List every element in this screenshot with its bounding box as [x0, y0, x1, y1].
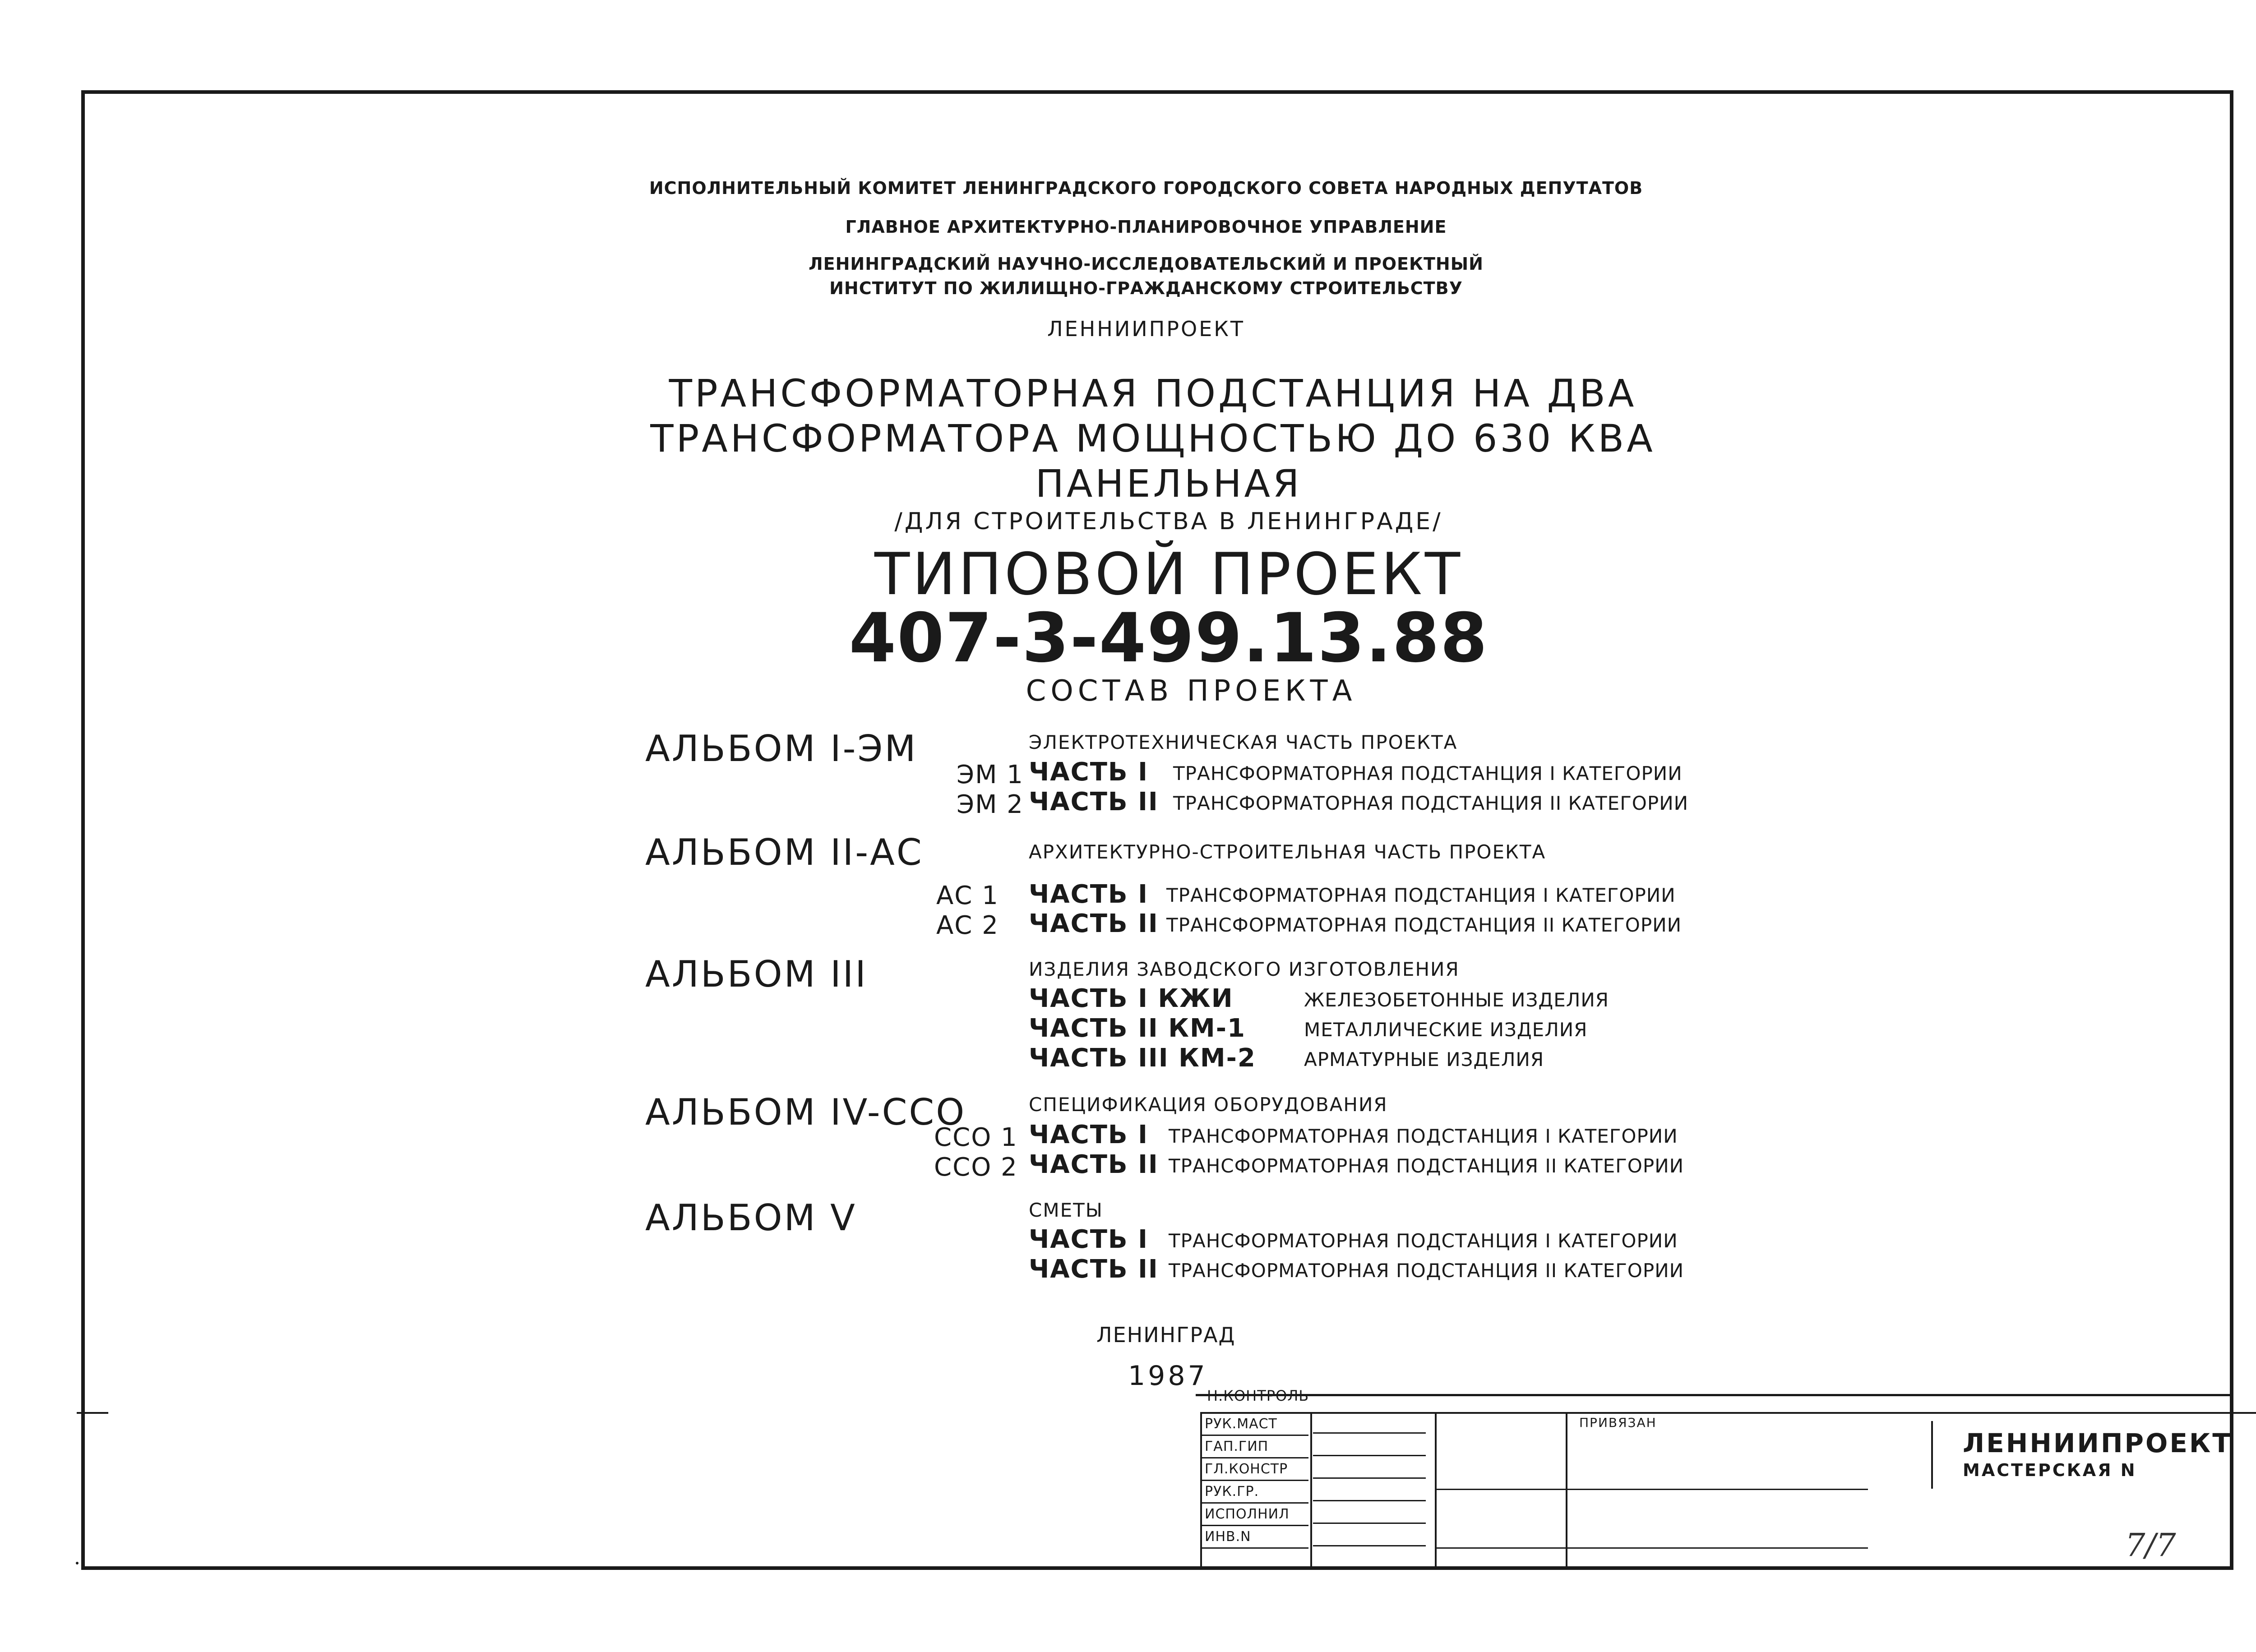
- stamp-row-line: [1200, 1457, 1308, 1458]
- part-description: АРМАТУРНЫЕ ИЗДЕЛИЯ: [1304, 1048, 1544, 1071]
- album-label: АЛЬБОМ I-ЭМ: [645, 728, 918, 770]
- part-code: ЭМ 2: [957, 790, 1024, 819]
- stamp-col-line: [1566, 1412, 1567, 1570]
- part-code: ЭМ 1: [957, 760, 1024, 789]
- title-line-1: ТРАНСФОРМАТОРНАЯ ПОДСТАНЦИЯ НА ДВА: [669, 371, 1637, 415]
- stamp-row-line: [1200, 1525, 1308, 1526]
- album-label: АЛЬБОМ V: [645, 1197, 857, 1239]
- signature-line: [1313, 1500, 1426, 1501]
- city-name: ЛЕНИНГРАД: [1096, 1323, 1236, 1347]
- stamp-col-line: [1931, 1421, 1933, 1489]
- part-code: АС 2: [936, 911, 999, 940]
- part-description: ЖЕЛЕЗОБЕТОННЫЕ ИЗДЕЛИЯ: [1304, 989, 1609, 1011]
- project-number: 407-3-499.13.88: [849, 599, 1489, 678]
- part-code: ССО 2: [934, 1153, 1018, 1182]
- album-label: АЛЬБОМ II-АС: [645, 831, 924, 873]
- stamp-label-ruk-gr: РУК.ГР.: [1205, 1484, 1259, 1500]
- project-type: ТИПОВОЙ ПРОЕКТ: [874, 541, 1463, 608]
- stamp-row-line: [1200, 1480, 1308, 1481]
- album-section: СПЕЦИФИКАЦИЯ ОБОРУДОВАНИЯ: [1029, 1094, 1388, 1116]
- part-label: ЧАСТЬ I: [1029, 1120, 1148, 1149]
- stamp-col-line: [1435, 1412, 1437, 1570]
- contents-heading: СОСТАВ ПРОЕКТА: [1026, 674, 1357, 708]
- title-subtitle: /ДЛЯ СТРОИТЕЛЬСТВА В ЛЕНИНГРАДЕ/: [894, 508, 1443, 535]
- stamp-label-norm-control: Н.КОНТРОЛЬ: [1207, 1387, 1309, 1404]
- part-label: ЧАСТЬ I: [1029, 880, 1148, 909]
- stamp-row-line: [1313, 1412, 1674, 1413]
- drawing-frame: [81, 90, 2233, 1570]
- stamp-row-line: [1200, 1435, 1308, 1436]
- header-line-4: ИНСТИТУТ ПО ЖИЛИЩНО-ГРАЖДАНСКОМУ СТРОИТЕЛЬСТВУ: [829, 278, 1463, 298]
- stamp-workshop: МАСТЕРСКАЯ N: [1963, 1460, 2137, 1480]
- stamp-row-line: [1435, 1547, 1868, 1549]
- header-line-2: ГЛАВНОЕ АРХИТЕКТУРНО-ПЛАНИРОВОЧНОЕ УПРАВЛЕНИЕ: [845, 217, 1447, 237]
- album-section: ИЗДЕЛИЯ ЗАВОДСКОГО ИЗГОТОВЛЕНИЯ: [1029, 958, 1460, 980]
- part-label: ЧАСТЬ I: [1029, 757, 1148, 787]
- stamp-row-line: [1200, 1502, 1308, 1504]
- stamp-row-line: [1435, 1489, 1868, 1490]
- title-stamp: [1200, 1387, 2233, 1570]
- part-description: ТРАНСФОРМАТОРНАЯ ПОДСТАНЦИЯ II КАТЕГОРИИ: [1166, 914, 1682, 936]
- part-label: ЧАСТЬ II: [1029, 1255, 1159, 1284]
- part-description: ТРАНСФОРМАТОРНАЯ ПОДСТАНЦИЯ I КАТЕГОРИИ: [1169, 1230, 1678, 1252]
- part-description: ТРАНСФОРМАТОРНАЯ ПОДСТАНЦИЯ II КАТЕГОРИИ: [1169, 1260, 1684, 1282]
- header-line-1: ИСПОЛНИТЕЛЬНЫЙ КОМИТЕТ ЛЕНИНГРАДСКОГО ГОРОДСКОГО СОВЕТА НАРОДНЫХ ДЕПУТАТОВ: [649, 178, 1643, 198]
- stamp-org-name: ЛЕННИИПРОЕКТ: [1963, 1428, 2232, 1458]
- margin-tick: [77, 1412, 108, 1414]
- signature-line: [1313, 1432, 1426, 1434]
- part-label: ЧАСТЬ III КМ-2: [1029, 1043, 1256, 1073]
- signature-line: [1313, 1477, 1426, 1479]
- title-line-2: ТРАНСФОРМАТОРА МОЩНОСТЬЮ ДО 630 КВА: [650, 416, 1655, 461]
- album-section: СМЕТЫ: [1029, 1199, 1103, 1221]
- album-label: АЛЬБОМ III: [645, 953, 868, 995]
- margin-dot: [76, 1562, 79, 1564]
- signature-line: [1313, 1455, 1426, 1456]
- album-label: АЛЬБОМ IV-ССО: [645, 1091, 966, 1133]
- stamp-top-line: [1196, 1394, 2233, 1396]
- header-line-3: ЛЕНИНГРАДСКИЙ НАУЧНО-ИССЛЕДОВАТЕЛЬСКИЙ И ПРОЕКТНЫЙ: [809, 254, 1484, 274]
- part-label: ЧАСТЬ II: [1029, 787, 1159, 817]
- album-section: ЭЛЕКТРОТЕХНИЧЕСКАЯ ЧАСТЬ ПРОЕКТА: [1029, 731, 1458, 753]
- stamp-label-ispolnil: ИСПОЛНИЛ: [1205, 1506, 1290, 1522]
- part-description: МЕТАЛЛИЧЕСКИЕ ИЗДЕЛИЯ: [1304, 1019, 1588, 1041]
- part-code: ССО 1: [934, 1123, 1018, 1152]
- part-description: ТРАНСФОРМАТОРНАЯ ПОДСТАНЦИЯ I КАТЕГОРИИ: [1169, 1125, 1678, 1147]
- signature-line: [1313, 1545, 1426, 1546]
- sheet-number: 7/7: [2125, 1527, 2176, 1564]
- part-description: ТРАНСФОРМАТОРНАЯ ПОДСТАНЦИЯ I КАТЕГОРИИ: [1166, 884, 1676, 906]
- part-code: АС 1: [936, 881, 999, 910]
- signature-line: [1313, 1523, 1426, 1524]
- part-label: ЧАСТЬ II: [1029, 909, 1159, 938]
- part-label: ЧАСТЬ I: [1029, 1225, 1148, 1254]
- stamp-label-inv-n: ИНВ.N: [1205, 1529, 1251, 1545]
- stamp-label-gl-konstr: ГЛ.КОНСТР: [1205, 1461, 1288, 1477]
- part-description: ТРАНСФОРМАТОРНАЯ ПОДСТАНЦИЯ II КАТЕГОРИИ: [1173, 792, 1689, 814]
- stamp-label-gap-gip: ГАП.ГИП: [1205, 1439, 1269, 1454]
- part-label: ЧАСТЬ II КМ-1: [1029, 1014, 1246, 1043]
- album-section: АРХИТЕКТУРНО-СТРОИТЕЛЬНАЯ ЧАСТЬ ПРОЕКТА: [1029, 841, 1546, 863]
- part-description: ТРАНСФОРМАТОРНАЯ ПОДСТАНЦИЯ I КАТЕГОРИИ: [1173, 762, 1683, 784]
- privyazan-label: ПРИВЯЗАН: [1579, 1415, 1657, 1430]
- institute-name: ЛЕННИИПРОЕКТ: [1047, 317, 1245, 341]
- stamp-label-ruk-mast: РУК.МАСТ: [1205, 1416, 1277, 1432]
- title-line-3: ПАНЕЛЬНАЯ: [1035, 461, 1302, 506]
- year: 1987: [1128, 1360, 1208, 1392]
- part-label: ЧАСТЬ II: [1029, 1150, 1159, 1179]
- part-description: ТРАНСФОРМАТОРНАЯ ПОДСТАНЦИЯ II КАТЕГОРИИ: [1169, 1155, 1684, 1177]
- stamp-row-line: [1200, 1547, 1308, 1549]
- part-label: ЧАСТЬ I КЖИ: [1029, 984, 1234, 1013]
